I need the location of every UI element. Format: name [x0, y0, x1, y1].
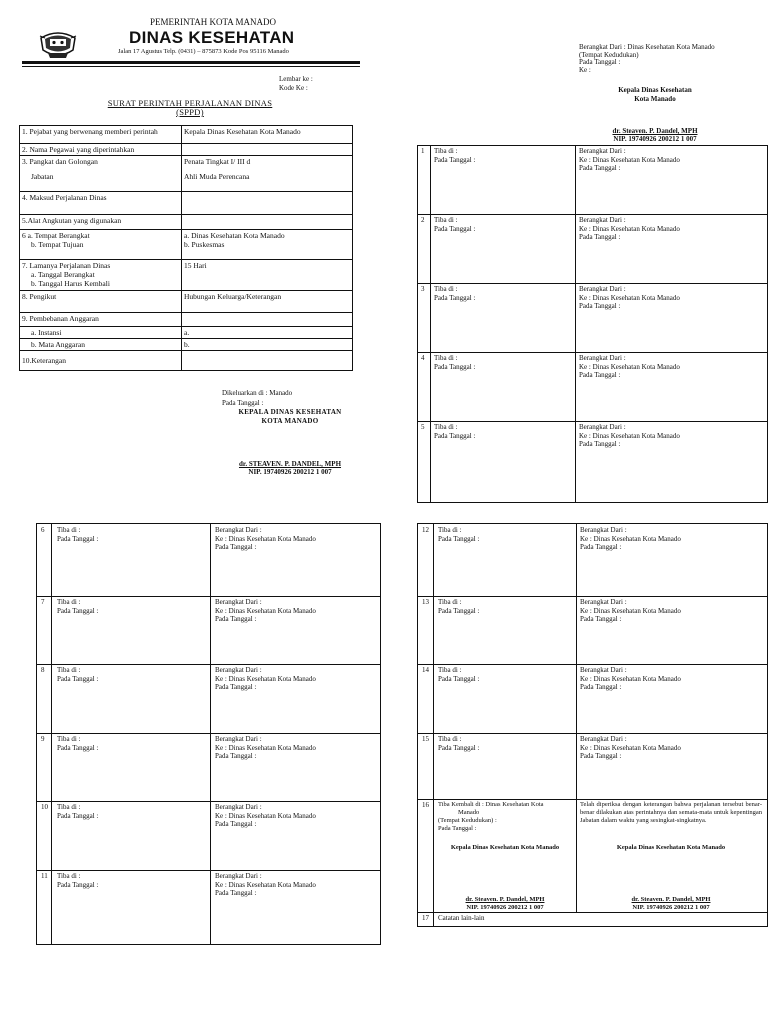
departure-from: Berangkat Dari :: [215, 598, 262, 606]
verification-signatory-name: dr. Steaven. P. Dandel, MPH: [631, 896, 711, 903]
form-value2: b. Puskesmas: [184, 240, 225, 249]
form-label: 5.Alat Angkutan yang digunakan: [20, 215, 182, 230]
form-label: b. Mata Anggaran: [20, 339, 182, 351]
departure-header: [579, 44, 715, 74]
arrival-block: [57, 735, 98, 752]
form-value: [182, 313, 353, 327]
departure-from: Berangkat Dari :: [580, 735, 627, 743]
lembar-block: [279, 75, 313, 93]
agency-address: Jalan 17 Agustus Telp. (0431) – 875873 Kode Pos 95116 Manado: [118, 48, 289, 55]
form-value: a. Dinas Kesehatan Kota Manado: [184, 231, 285, 240]
arrival-block: [438, 598, 479, 615]
departure-block: [215, 735, 316, 761]
form-row-9: [20, 313, 353, 327]
departure-date: Pada Tanggal :: [579, 302, 621, 310]
form-value: [182, 351, 353, 371]
departure-block: [579, 423, 680, 449]
arrival-date: Pada Tanggal :: [438, 674, 480, 683]
departure-from: Berangkat Dari :: [215, 735, 262, 743]
form-value: a.: [182, 327, 353, 339]
row-divider: [418, 283, 767, 284]
verification-statement: Telah diperiksa dengan keterangan bahwa perjalanan tersebut benar-benar dilakukan atas perintahnya dan semata-mata untuk kepentingan Jabatan dalam waktu yang sesingkat-singkatnya.: [580, 801, 762, 824]
form-sublabel: b. Tanggal Harus Kembali: [31, 279, 110, 288]
arrival-date: Pada Tanggal :: [434, 293, 476, 302]
form-row-4: [20, 192, 353, 215]
departure-to: Ke : Dinas Kesehatan Kota Manado: [579, 224, 680, 233]
stop-number: 13: [422, 598, 429, 606]
form-cell: [182, 156, 353, 192]
departure-kedudukan: (Tempat Kedudukan): [579, 50, 639, 59]
arrival-at: Tiba di :: [438, 735, 462, 743]
title-line1: SURAT PERINTAH PERJALANAN DINAS: [107, 98, 273, 108]
arrival-at: Tiba di :: [57, 598, 81, 606]
departure-block: [579, 216, 680, 242]
form-row-10: [20, 351, 353, 371]
stop-number: 4: [421, 354, 425, 362]
form-cell: [20, 230, 182, 260]
departure-date: Pada Tanggal :: [579, 371, 621, 379]
arrival-block: [57, 803, 98, 820]
arrival-date: Pada Tanggal :: [57, 606, 99, 615]
stop-number: 10: [41, 803, 48, 811]
form-label: 9. Pembebanan Anggaran: [20, 313, 182, 327]
form-row-6: [20, 230, 353, 260]
departure-to: Ke : Dinas Kesehatan Kota Manado: [580, 534, 681, 543]
departure-date: Pada Tanggal :: [580, 683, 622, 691]
arrival-date: Pada Tanggal :: [438, 534, 480, 543]
departure-block: [215, 598, 316, 624]
departure-to: Ke : Dinas Kesehatan Kota Manado: [580, 674, 681, 683]
arrival-at: Tiba di :: [434, 285, 458, 293]
row-divider: [418, 799, 767, 800]
departure-date: Pada Tanggal :: [580, 752, 622, 760]
departure-to: Ke : Dinas Kesehatan Kota Manado: [215, 534, 316, 543]
header-rule-thick: [22, 61, 360, 64]
arrival-date: Pada Tanggal :: [434, 155, 476, 164]
form-value: Kepala Dinas Kesehatan Kota Manado: [182, 126, 353, 144]
arrival-at: Tiba di :: [57, 872, 81, 880]
return-kedudukan: (Tempat Kedudukan) :: [438, 817, 497, 824]
kode-ke: Kode Ke :: [279, 84, 308, 92]
departure-block: [215, 666, 316, 692]
departure-block: [579, 147, 680, 173]
arrival-block: [434, 354, 475, 371]
stops-grid-12-17: [417, 523, 768, 927]
signatory-title: [220, 408, 360, 426]
arrival-date: Pada Tanggal :: [57, 674, 99, 683]
arrival-at: Tiba di :: [57, 803, 81, 811]
form-value: [182, 192, 353, 215]
signatory-title-line1: KEPALA DINAS KESEHATAN: [238, 408, 342, 416]
form-cell: [182, 230, 353, 260]
lembar-ke: Lembar ke :: [279, 75, 313, 83]
arrival-date: Pada Tanggal :: [438, 606, 480, 615]
arrival-date: Pada Tanggal :: [438, 743, 480, 752]
departure-signatory-nip: NIP. 19740926 200212 1 007: [613, 134, 697, 143]
row-divider: [418, 421, 767, 422]
departure-block: [580, 598, 681, 624]
departure-from: Berangkat Dari :: [580, 526, 627, 534]
form-label: 8. Pengikut: [20, 291, 182, 313]
row-divider: [37, 596, 380, 597]
form-row-7: [20, 260, 353, 291]
arrival-date: Pada Tanggal :: [434, 431, 476, 440]
departure-from: Berangkat Dari :: [579, 216, 626, 224]
departure-to: Ke : Dinas Kesehatan Kota Manado: [579, 293, 680, 302]
agency-name: DINAS KESEHATAN: [129, 28, 295, 47]
row-divider: [418, 912, 767, 913]
form-row-5: [20, 215, 353, 230]
departure-from: Berangkat Dari :: [579, 354, 626, 362]
stop-number: 9: [41, 735, 45, 743]
form-row-3: [20, 156, 353, 192]
departure-title-line2: Kota Manado: [634, 95, 676, 103]
form-row-9b: [20, 339, 353, 351]
return-signatory-name: dr. Steaven. P. Dandel, MPH: [465, 896, 545, 903]
col-divider: [576, 524, 577, 912]
departure-to: Ke :: [579, 65, 591, 74]
departure-block: [215, 803, 316, 829]
row-divider: [37, 733, 380, 734]
form-label: 3. Pangkat dan Golongan: [22, 157, 98, 166]
departure-date: Pada Tanggal :: [580, 543, 622, 551]
arrival-block: [57, 598, 98, 615]
departure-to: Ke : Dinas Kesehatan Kota Manado: [215, 880, 316, 889]
form-row-1: [20, 126, 353, 144]
verification-signatory-nip: NIP. 19740926 200212 1 007: [632, 903, 710, 911]
return-block: [438, 801, 544, 833]
departure-signatory-name: dr. Steaven. P. Dandel, MPH: [612, 127, 698, 135]
header-rule-thin: [22, 66, 360, 67]
form-value: [182, 144, 353, 156]
departure-date: Pada Tanggal :: [215, 683, 257, 691]
form-label: a. Instansi: [20, 327, 182, 339]
departure-date: Pada Tanggal :: [215, 615, 257, 623]
departure-from: Berangkat Dari :: [215, 872, 262, 880]
form-value: b.: [182, 339, 353, 351]
departure-title-line1: Kepala Dinas Kesehatan: [618, 86, 692, 94]
departure-block: [580, 526, 681, 552]
departure-block: [580, 735, 681, 761]
signatory: [220, 460, 360, 476]
departure-from: Berangkat Dari :: [215, 666, 262, 674]
stop-number: 8: [41, 666, 45, 674]
departure-date: Pada Tanggal :: [579, 233, 621, 241]
row-divider: [37, 870, 380, 871]
arrival-block: [57, 666, 98, 683]
departure-date: Pada Tanggal :: [215, 820, 257, 828]
arrival-block: [438, 666, 479, 683]
notes-label: Catatan lain-lain: [438, 914, 485, 922]
arrival-at: Tiba di :: [434, 423, 458, 431]
arrival-block: [434, 216, 475, 233]
arrival-block: [57, 872, 98, 889]
departure-to: Ke : Dinas Kesehatan Kota Manado: [215, 606, 316, 615]
stops-grid-6-11: [36, 523, 381, 945]
stop-number: 17: [422, 914, 429, 922]
form-value: Penata Tingkat I/ III d: [184, 157, 251, 166]
issue-block: [222, 389, 292, 408]
departure-from: Berangkat Dari :: [579, 147, 626, 155]
departure-from: Berangkat Dari :: [580, 666, 627, 674]
departure-to: Ke : Dinas Kesehatan Kota Manado: [215, 743, 316, 752]
row-divider: [418, 664, 767, 665]
row-divider: [418, 214, 767, 215]
arrival-at: Tiba di :: [57, 735, 81, 743]
stop-number: 15: [422, 735, 429, 743]
form-sublabel: a. Tanggal Berangkat: [31, 270, 95, 279]
arrival-at: Tiba di :: [434, 147, 458, 155]
departure-signatory-title: [590, 86, 720, 104]
form-row-2: [20, 144, 353, 156]
return-signatory-nip: NIP. 19740926 200212 1 007: [466, 903, 544, 911]
form-value: 15 Hari: [182, 260, 353, 291]
departure-date: Pada Tanggal :: [215, 889, 257, 897]
arrival-date: Pada Tanggal :: [434, 362, 476, 371]
row-divider: [418, 733, 767, 734]
col-divider: [433, 524, 434, 926]
arrival-block: [434, 285, 475, 302]
return-date: Pada Tanggal :: [438, 825, 477, 832]
arrival-at: Tiba di :: [434, 216, 458, 224]
signatory-title-line2: KOTA MANADO: [261, 417, 319, 425]
title-line2: (SPPD): [176, 107, 204, 117]
arrival-date: Pada Tanggal :: [434, 224, 476, 233]
arrival-date: Pada Tanggal :: [57, 811, 99, 820]
row-divider: [37, 664, 380, 665]
stop-number: 2: [421, 216, 425, 224]
arrival-block: [434, 423, 475, 440]
departure-block: [215, 872, 316, 898]
stop-number: 12: [422, 526, 429, 534]
form-sublabel: Jabatan: [31, 172, 54, 181]
issued-at: Dikeluarkan di : Manado: [222, 389, 293, 397]
col-divider: [430, 146, 431, 502]
col-divider: [210, 524, 211, 944]
form-sublabel: b. Tempat Tujuan: [31, 240, 84, 249]
departure-from: Berangkat Dari : Dinas Kesehatan Kota Manado: [579, 43, 715, 51]
stop-number: 16: [422, 801, 429, 809]
arrival-at: Tiba di :: [57, 666, 81, 674]
departure-to: Ke : Dinas Kesehatan Kota Manado: [579, 362, 680, 371]
return-at: Tiba Kembali di : Dinas Kesehatan Kota: [438, 801, 544, 808]
departure-to: Ke : Dinas Kesehatan Kota Manado: [580, 743, 681, 752]
departure-block: [580, 666, 681, 692]
arrival-block: [438, 526, 479, 543]
departure-to: Ke : Dinas Kesehatan Kota Manado: [215, 811, 316, 820]
form-cell: [20, 156, 182, 192]
departure-block: [579, 285, 680, 311]
departure-date: Pada Tanggal :: [579, 58, 621, 66]
verification-signatory: [580, 896, 762, 911]
form-label: 10.Keterangan: [20, 351, 182, 371]
departure-from: Berangkat Dari :: [215, 803, 262, 811]
stop-number: 5: [421, 423, 425, 431]
departure-date: Pada Tanggal :: [579, 164, 621, 172]
stop-number: 14: [422, 666, 429, 674]
return-city: Manado: [458, 809, 480, 816]
arrival-at: Tiba di :: [438, 598, 462, 606]
row-divider: [37, 801, 380, 802]
departure-block: [215, 526, 316, 552]
row-divider: [418, 596, 767, 597]
departure-date: Pada Tanggal :: [215, 752, 257, 760]
form-label: 4. Maksud Perjalanan Dinas: [20, 192, 182, 215]
form-label: 2. Nama Pegawai yang diperintahkan: [20, 144, 182, 156]
departure-block: [579, 354, 680, 380]
departure-to: Ke : Dinas Kesehatan Kota Manado: [579, 431, 680, 440]
departure-to: Ke : Dinas Kesehatan Kota Manado: [580, 606, 681, 615]
departure-from: Berangkat Dari :: [579, 423, 626, 431]
col-divider: [51, 524, 52, 944]
form-label: 6 a. Tempat Berangkat: [22, 231, 90, 240]
arrival-block: [434, 147, 475, 164]
departure-from: Berangkat Dari :: [580, 598, 627, 606]
signatory-name: dr. STEAVEN. P. DANDEL, MPH: [238, 460, 342, 468]
departure-from: Berangkat Dari :: [215, 526, 262, 534]
dinkes-logo: [38, 26, 78, 62]
arrival-date: Pada Tanggal :: [57, 534, 99, 543]
arrival-at: Tiba di :: [434, 354, 458, 362]
form-value: [182, 215, 353, 230]
stops-grid-1-5: [417, 145, 768, 503]
stop-number: 7: [41, 598, 45, 606]
signatory-nip: NIP. 19740926 200212 1 007: [248, 468, 332, 476]
return-signatory-title: Kepala Dinas Kesehatan Kota Manado: [450, 844, 560, 851]
departure-to: Ke : Dinas Kesehatan Kota Manado: [579, 155, 680, 164]
arrival-at: Tiba di :: [438, 666, 462, 674]
arrival-block: [57, 526, 98, 543]
stop-number: 1: [421, 147, 425, 155]
issued-date: Pada Tanggal :: [222, 398, 264, 407]
departure-to: Ke : Dinas Kesehatan Kota Manado: [215, 674, 316, 683]
return-signatory: [438, 896, 572, 911]
arrival-at: Tiba di :: [57, 526, 81, 534]
departure-date: Pada Tanggal :: [215, 543, 257, 551]
arrival-at: Tiba di :: [438, 526, 462, 534]
departure-date: Pada Tanggal :: [580, 615, 622, 623]
departure-date: Pada Tanggal :: [579, 440, 621, 448]
document-title: [0, 99, 380, 117]
form-label: 7. Lamanya Perjalanan Dinas: [22, 261, 111, 270]
arrival-date: Pada Tanggal :: [57, 743, 99, 752]
form-cell: [20, 260, 182, 291]
row-divider: [418, 352, 767, 353]
col-divider: [575, 146, 576, 502]
gov-name: PEMERINTAH KOTA MANADO: [150, 17, 277, 27]
sppd-form-table: [19, 125, 353, 371]
departure-signatory: [590, 128, 720, 143]
verification-signatory-title: Kepala Dinas Kesehatan Kota Manado: [616, 844, 726, 851]
stop-number: 6: [41, 526, 45, 534]
form-value2: Ahli Muda Perencana: [184, 172, 250, 181]
arrival-block: [438, 735, 479, 752]
form-label: 1. Pejabat yang berwenang memberi perintah: [20, 126, 182, 144]
stop-number: 3: [421, 285, 425, 293]
stop-number: 11: [41, 872, 48, 880]
form-row-8: [20, 291, 353, 313]
form-value: Hubungan Keluarga/Keterangan: [182, 291, 353, 313]
arrival-date: Pada Tanggal :: [57, 880, 99, 889]
form-row-9a: [20, 327, 353, 339]
departure-from: Berangkat Dari :: [579, 285, 626, 293]
